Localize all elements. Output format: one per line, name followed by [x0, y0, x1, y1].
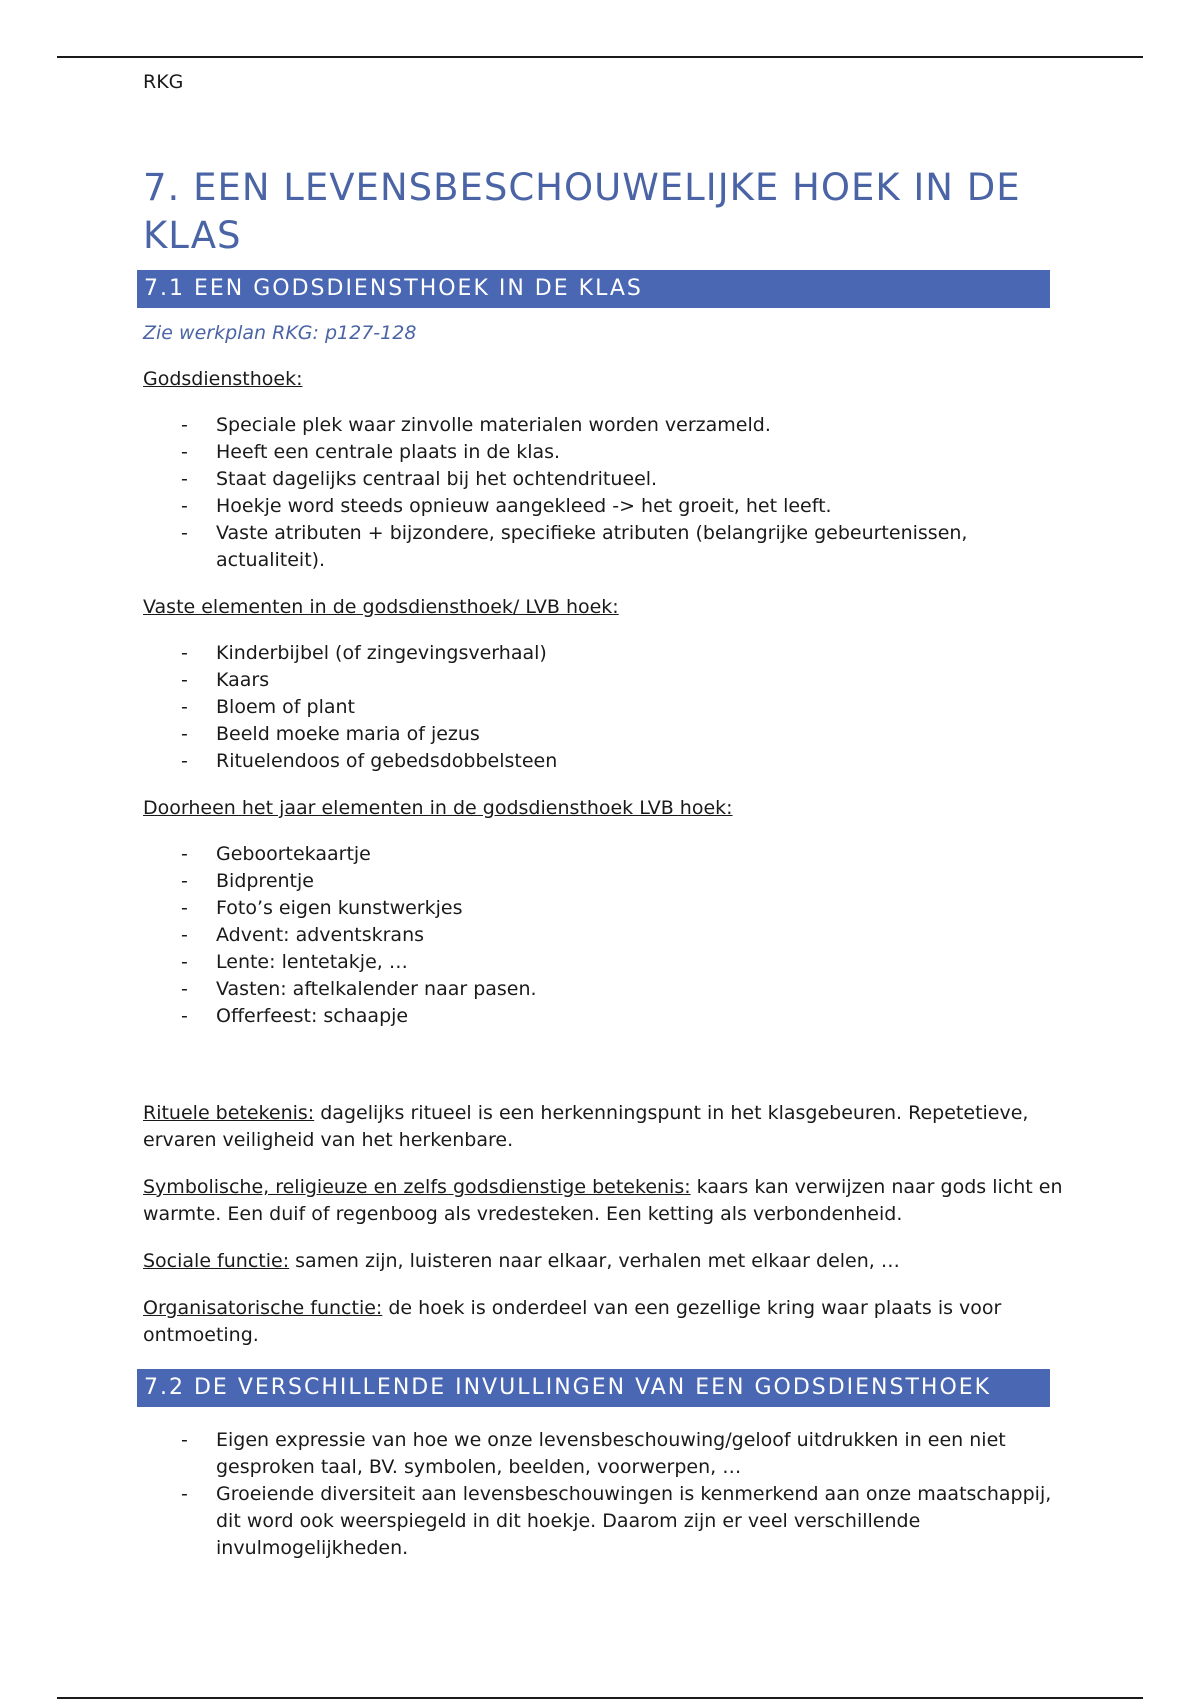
list-item: - Heeft een centrale plaats in de klas.: [143, 439, 1063, 466]
section-heading-7-1: 7.1 EEN GODSDIENSTHOEK IN DE KLAS: [137, 270, 1050, 308]
section-heading-7-2: 7.2 DE VERSCHILLENDE INVULLINGEN VAN EEN GODSDIENSTHOEK: [137, 1369, 1050, 1407]
paragraph-text: kaars kan verwijzen naar gods licht en warmte. Een duif of regenboog als vredesteken. Een ketting als verbondenheid.: [143, 1176, 1063, 1225]
paragraph-label: Sociale functie:: [143, 1250, 290, 1272]
bottom-rule: [57, 1697, 1143, 1699]
list-item: - Beeld moeke maria of jezus: [143, 721, 1063, 748]
list-item: - Groeiende diversiteit aan levensbeschouwingen is kenmerkend aan onze maatschappij, dit word ook weerspiegeld in dit hoekje. Daarom zijn er veel verschillende invulmogelijkheden.: [143, 1481, 1063, 1562]
list-item: - Bloem of plant: [143, 694, 1063, 721]
list-item: - Geboortekaartje: [143, 841, 1063, 868]
symbolische-betekenis-paragraph: [143, 1174, 1063, 1228]
paragraph-text: de hoek is onderdeel van een gezellige kring waar plaats is voor ontmoeting.: [143, 1297, 1002, 1346]
reference-note: Zie werkplan RKG: p127-128: [143, 322, 417, 344]
top-rule: [57, 56, 1143, 58]
page-content: [143, 70, 1063, 1562]
list-item: - Bidprentje: [143, 868, 1063, 895]
document-header: RKG: [143, 71, 184, 93]
sociale-functie-paragraph: [143, 1248, 1063, 1275]
godsdiensthoek-list: [143, 412, 1063, 574]
list-item: - Kaars: [143, 667, 1063, 694]
vaste-elementen-list: [143, 640, 1063, 775]
list-item: - Speciale plek waar zinvolle materialen worden verzameld.: [143, 412, 1063, 439]
invullingen-list: [143, 1427, 1063, 1562]
list-item: - Lente: lentetakje, …: [143, 949, 1063, 976]
list-item: - Staat dagelijks centraal bij het ochtendritueel.: [143, 466, 1063, 493]
godsdiensthoek-heading: Godsdiensthoek:: [143, 368, 303, 390]
doorheen-jaar-heading: Doorheen het jaar elementen in de godsdiensthoek LVB hoek:: [143, 797, 733, 819]
list-item: - Vasten: aftelkalender naar pasen.: [143, 976, 1063, 1003]
paragraph-label: Rituele betekenis:: [143, 1102, 315, 1124]
paragraph-text: samen zijn, luisteren naar elkaar, verhalen met elkaar delen, …: [289, 1250, 900, 1272]
list-item: - Advent: adventskrans: [143, 922, 1063, 949]
list-item: - Kinderbijbel (of zingevingsverhaal): [143, 640, 1063, 667]
list-item: - Vaste atributen + bijzondere, specifieke atributen (belangrijke gebeurtenissen, actualiteit).: [143, 520, 1063, 574]
list-item: - Foto’s eigen kunstwerkjes: [143, 895, 1063, 922]
paragraph-label: Organisatorische functie:: [143, 1297, 383, 1319]
paragraph-text: dagelijks ritueel is een herkenningspunt in het klasgebeuren. Repetetieve, ervaren veiligheid van het herkenbare.: [143, 1102, 1029, 1151]
vaste-elementen-heading: Vaste elementen in de godsdiensthoek/ LVB hoek:: [143, 596, 619, 618]
paragraph-label: Symbolische, religieuze en zelfs godsdienstige betekenis:: [143, 1176, 691, 1198]
list-item: - Hoekje word steeds opnieuw aangekleed -> het groeit, het leeft.: [143, 493, 1063, 520]
list-item: - Eigen expressie van hoe we onze levensbeschouwing/geloof uitdrukken in een niet gesproken taal, BV. symbolen, beelden, voorwerpen, …: [143, 1427, 1063, 1481]
list-item: - Offerfeest: schaapje: [143, 1003, 1063, 1030]
organisatorische-functie-paragraph: [143, 1295, 1063, 1349]
rituele-betekenis-paragraph: [143, 1100, 1063, 1154]
chapter-title: 7. EEN LEVENSBESCHOUWELIJKE HOEK IN DE KLAS: [143, 166, 1021, 257]
list-item: - Rituelendoos of gebedsdobbelsteen: [143, 748, 1063, 775]
doorheen-jaar-list: [143, 841, 1063, 1030]
